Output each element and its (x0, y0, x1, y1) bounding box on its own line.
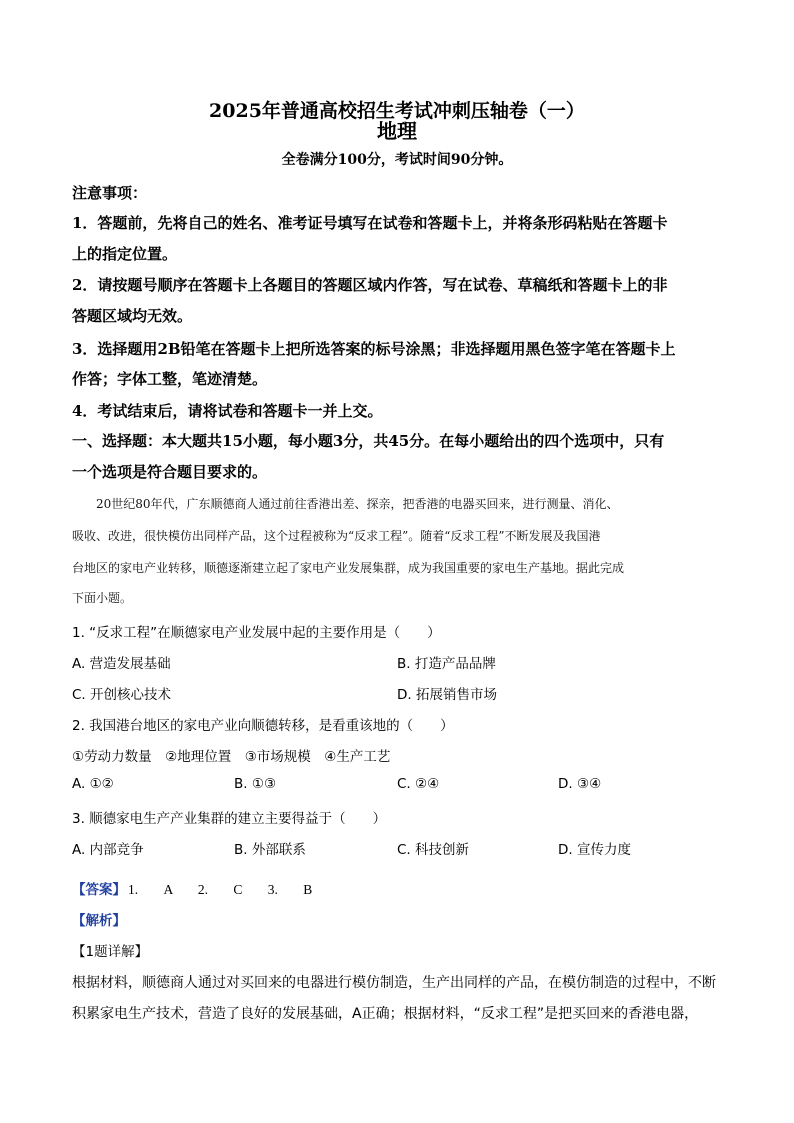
note-line: 4．考试结束后，请将试卷和答题卡一并上交。 (72, 402, 383, 420)
option-d[interactable]: D. 宣传力度 (558, 842, 631, 858)
question-sub-items: ①劳动力数量 ②地理位置 ③市场规模 ④生产工艺 (72, 749, 391, 765)
note-line: 2．请按题号顺序在答题卡上各题目的答题区域内作答，写在试卷、草稿纸和答题卡上的非 (72, 276, 668, 294)
subject-title: 地理 (377, 119, 417, 143)
exam-title: 2025年普通高校招生考试冲刺压轴卷（一） (209, 100, 585, 122)
option-c[interactable]: C. 开创核心技术 (72, 687, 172, 703)
question-stem: 1. “反求工程”在顺德家电产业发展中起的主要作用是（ ） (72, 625, 441, 641)
note-line: 上的指定位置。 (72, 245, 178, 263)
notes-heading: 注意事项： (72, 184, 148, 202)
question-stem: 2. 我国港台地区的家电产业向顺德转移，是看重该地的（ ） (72, 718, 454, 734)
option-c[interactable]: C. 科技创新 (397, 842, 470, 858)
passage-line: 20世纪80年代，广东顺德商人通过前往香港出差、探亲，把香港的电器买回来，进行测量、消化、 (72, 497, 619, 511)
note-line: 3．选择题用2B铅笔在答题卡上把所选答案的标号涂黑；非选择题用黑色签字笔在答题卡上 (72, 340, 676, 358)
option-d[interactable]: D. ③④ (558, 776, 602, 792)
answer-line (72, 878, 312, 898)
passage-line: 吸收、改进，很快模仿出同样产品，这个过程被称为“反求工程”。随着“反求工程”不断发展及我国港 (72, 529, 601, 543)
note-line: 1．答题前，先将自己的姓名、准考证号填写在试卷和答题卡上，并将条形码粘贴在答题卡 (72, 214, 668, 232)
note-line: 作答；字体工整，笔迹清楚。 (72, 370, 268, 388)
option-b[interactable]: B. ①③ (234, 776, 277, 792)
answer-values: 1. A 2. C 3. B (128, 882, 313, 897)
passage-line: 下面小题。 (72, 591, 133, 605)
question-stem: 3. 顺德家电生产产业集群的建立主要得益于（ ） (72, 811, 387, 827)
option-a[interactable]: A. 营造发展基础 (72, 656, 171, 672)
analysis-tag: 【解析】 (72, 913, 126, 929)
option-b[interactable]: B. 外部联系 (234, 842, 306, 858)
option-a[interactable]: A. ①② (72, 776, 114, 792)
note-line: 答题区域均无效。 (72, 307, 193, 325)
option-a[interactable]: A. 内部竞争 (72, 842, 144, 858)
option-b[interactable]: B. 打造产品品牌 (397, 656, 496, 672)
option-d[interactable]: D. 拓展销售市场 (397, 687, 497, 703)
answer-tag: 【答案】 (72, 882, 126, 898)
detail-heading: 【1题详解】 (72, 944, 149, 960)
passage-line: 台地区的家电产业转移，顺德逐渐建立起了家电产业发展集群，成为我国重要的家电生产基地。据此完成 (72, 561, 625, 575)
exam-info: 全卷满分100分，考试时间90分钟。 (281, 152, 513, 168)
analysis-line: 根据材料，顺德商人通过对买回来的电器进行模仿制造，生产出同样的产品，在模仿制造的过程中，不断 (72, 975, 716, 991)
section-heading: 一、选择题：本大题共15小题，每小题3分，共45分。在每小题给出的四个选项中，只有 (72, 432, 665, 450)
section-heading: 一个选项是符合题目要求的。 (72, 463, 268, 481)
analysis-line: 积累家电生产技术，营造了良好的发展基础，A正确；根据材料，“反求工程”是把买回来的香港电器， (72, 1006, 699, 1022)
option-c[interactable]: C. ②④ (397, 776, 440, 792)
